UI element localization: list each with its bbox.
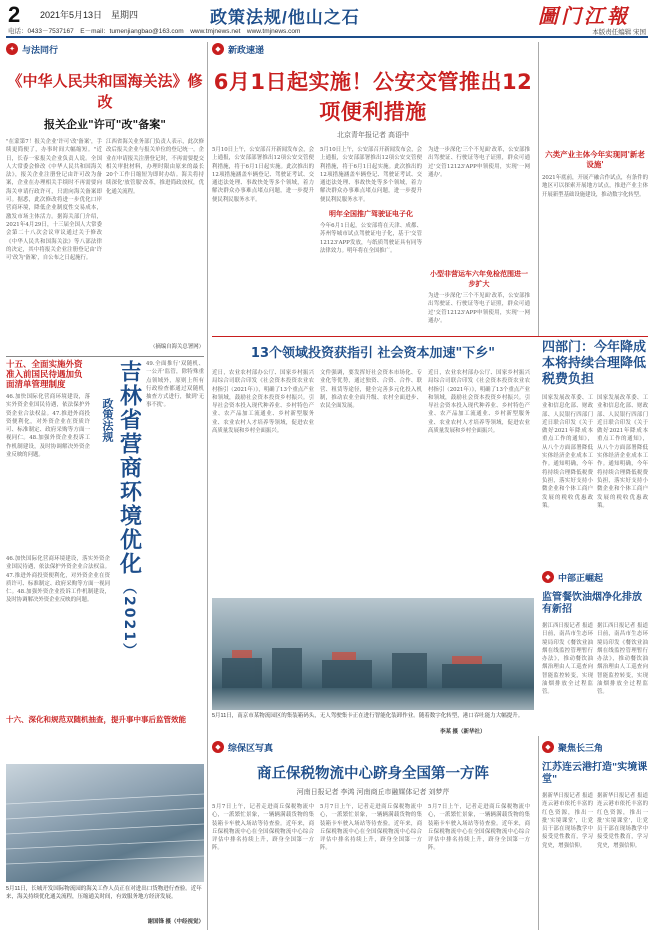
investment-body-b: 文件强调，要发挥好社会资本市场化、专业化等优势，通过独资、合资、合作、联营、租赁等途径，健全完善多元化投入机制，推动农业全面升级、农村全面进步、农民全面发展。 — [320, 370, 422, 410]
investment-headline[interactable]: 13个领域投资获指引 社会资本加速"下乡" — [250, 346, 496, 361]
yangtze-tag-label: 聚焦长三角 — [558, 742, 604, 753]
newspaper-logo: 圖门江報 — [538, 4, 630, 28]
customs-law-body: "在蒙第7！报关企业'许可'改'备案'，手续更简便了，办事时间大幅缩短。"近日，长春一家报关企业负责人说。全国人大常委会修改《中华人民共和国海关法》，报关企业注册登记由许可改为备案，企业在办理相关手续时不再需要向海关申请行政许可，只需向海关备案即可。据悉，此次修改将进一步优化口岸营商环境，降低企业制度性交易成本，激发市场主体活力。据海关部门介绍，2021年4月29日，十三届全国人大常委会第二十八次会议审议通过关于修改《中华人民共和国海关法》等八部法律的决定，其中将报关企业注册登记由'许可'改为'备案'，自公布之日起施行。 — [6, 139, 102, 262]
investment-body-c: 近日，农业农村部办公厅、国家乡村振兴局综合司联合印发《社会资本投资农业农村指引（2021年）》，明确了13个重点产业和领域，鼓励社会资本投资乡村振兴。引导社会资本投入现代种养业、乡村特色产业、农产品加工流通业、乡村新型服务业、农业农村人才培养等领域，促进农业高质量发展和乡村全面振兴。 — [428, 370, 530, 435]
new-policy-tag-label: 新政速递 — [228, 44, 265, 55]
central-tag-label: 中部正崛起 — [558, 572, 604, 583]
policy-tag: 政策法规 — [101, 398, 114, 442]
traffic-measures-headline[interactable]: 6月1日起实施！公安交管推出12项便利措施 — [213, 70, 533, 124]
port-photo-shapes — [212, 598, 534, 710]
photo-caption-mid: 5月11日，南京市某物流园区的集装箱码头，无人驾驶集卡正在进行智能化装卸作业。随着数字化转型，港口吞吐能力大幅提升。 — [212, 713, 524, 719]
lianyungang-body-b: 据新华日报记者 报道 连云港市依托丰富的红色资源，推出一批'实境课堂'，让党员干部在现场教学中接受党性教育，学习党史，增强信仰。 — [597, 793, 648, 849]
subhead-inspection: 小型非营运车六年免检范围进一步扩大 — [430, 270, 528, 288]
fume-headline[interactable]: 监管餐饮油烟净化排放有新招 — [542, 592, 642, 615]
port-photo — [212, 598, 534, 710]
tax-burden-body: 国家发展改革委、工业和信息化部、财政部、人民银行四部门近日联合印发《关于做好2021年降成本重点工作的通知》，从八个方面部署降低实体经济企业成本工作。通知明确，今年将持续合理降低税费负担，落实好支持小微企业和个体工商户发展的税收优惠政策。 — [542, 395, 593, 509]
lianyungang-body: 据新华日报记者 报道 连云港市依托丰富的红色资源，推出一批'实境课堂'，让党员干部在现场教学中接受党性教育，学习党史，增强信仰。 — [542, 793, 593, 849]
law-tag — [6, 42, 204, 56]
bonded-body: 5月7日上午，记者走进商丘保税物流中心，一派繁忙景象，一辆辆满载货物的集装箱卡车驶入场站等待查验。近年来，商丘保税物流中心在全国保税物流中心综合评估中排名持续上升，跻身全国第一方阵。 — [212, 804, 314, 852]
traffic-body-col3: 为进一步深化'三个不见面'改革，公安部推出驾驶证、行驶证等电子证照，群众可通过'交管12123'APP申领使用，实现'一网通办'。 — [428, 147, 530, 178]
right-top-body: 2021年底前，开展产融合作试点，有条件的地区可以探索开展地方试点，推进产业主体开展新型基础设施建设，推动数字化转型。 — [542, 175, 648, 198]
fume-body: 据江西日报记者 报道 日前，南昌市生态环境局印发《餐饮业油烟在线监控管理暂行办法》，推动餐饮油烟治理由人工巡查向智能监控转变，实现油烟排放全过程监管。 — [542, 623, 593, 696]
investment-body: 近日，农业农村部办公厅、国家乡村振兴局综合司联合印发《社会资本投资农业农村指引（2021年）》，明确了13个重点产业和领域，鼓励社会资本投资乡村振兴。引导社会资本投入现代种养业、乡村特色产业、农产品加工流通业、乡村新型服务业、农业农村人才培养等领域，促进农业高质量发展和乡村全面振兴。 — [212, 370, 314, 435]
subhead-license-body: 今年6月1日起，公安部将在天津、成都、苏州等城市试点驾驶证电子化，基于'交管12123'APP发放，与纸质驾驶证具有同等法律效力。明年将在全国推广。 — [320, 223, 422, 254]
section-title: 政策法规/他山之石 — [210, 8, 360, 27]
customs-law-headline[interactable]: 《中华人民共和国海关法》修改 — [7, 72, 203, 111]
subhead-inspection-body: 为进一步深化'三个不见面'改革，公安部推出驾驶证、行驶证等电子证照，群众可通过'交管12123'APP申领使用，实现'一网通办'。 — [428, 293, 530, 324]
central-icon: ◆ — [542, 571, 554, 583]
header-rule — [6, 36, 648, 38]
photo-caption-left: 5月11日，长城开发国际物流园的海关工作人员正在对进出口货物进行查验。近年来，海关持续优化通关流程，压缩通关时间，有效服务地方经济发展。 — [6, 886, 202, 900]
photo-credit-left: 谢国锋 摄（中经视觉） — [147, 919, 204, 925]
customs-law-subhead: 报关企业"许可"改"备案" — [44, 118, 166, 131]
yangtze-icon: ◆ — [542, 741, 554, 753]
traffic-body-cont: 5月10日上午，公安部召开新闻发布会，会上通报，公安部部署推出12项公安交管便利措施，将于6月1日起实施。此次推出的12项措施涵盖车辆登记、驾驶证考试、交通违法处理、事故快处等多个领域，着力解决群众办事难点堵点问题，进一步提升便民利民服务水平。 — [320, 147, 422, 203]
aquaculture-photo — [6, 764, 204, 882]
fume-body-b: 据江西日报记者 报道 日前，南昌市生态环境局印发《餐饮业油烟在线监控管理暂行办法》，推动餐饮油烟治理由人工巡查向智能监控转变，实现油烟排放全过程监管。 — [597, 623, 648, 696]
photo-lines — [6, 764, 204, 882]
left-column — [6, 42, 204, 932]
yangtze-article — [542, 740, 648, 930]
bonded-body-b: 5月7日上午，记者走进商丘保税物流中心，一派繁忙景象，一辆辆满载货物的集装箱卡车驶入场站等待查验。近年来，商丘保税物流中心在全国保税物流中心综合评估中排名持续上升，跻身全国第一方阵。 — [320, 804, 422, 852]
jilin-business-env-year: （2021） — [121, 580, 137, 659]
traffic-body: 5月10日上午，公安部召开新闻发布会，会上通报，公安部部署推出12项公安交管便利措施，将于6月1日起实施。此次推出的12项措施涵盖车辆登记、驾驶证考试、交通违法处理、事故快处等多个领域，着力解决群众办事难点堵点问题，进一步提升便民利民服务水平。 — [212, 147, 314, 203]
bonded-tag — [212, 740, 534, 754]
new-policy-tag — [212, 42, 534, 56]
bonded-source: 河南日报记者 李鸿 河南商丘市融媒体记者 刘梦芹 — [296, 789, 450, 796]
bonded-headline[interactable]: 商丘保税物流中心跻身全国第一方阵 — [257, 766, 489, 782]
article-body-15: 46.加快国际化营商环境建设，落实外资企业国民待遇，依法保护外资企业合法权益。47.推进外商投资便利化，对外资企业在资质许可、标准制定、政府采购等方面一视同仁。48.加强外资企业投诉工作机制建设，及时协调解决外资企业反映的问题。 — [6, 394, 90, 459]
yangtze-tag — [542, 740, 648, 754]
tax-burden-headline[interactable]: 四部门：今年降成本将持续合理降低税费负担 — [542, 340, 647, 387]
page-number: 2 — [8, 2, 21, 27]
responsible-editor: 本版责任编辑 宋国 — [592, 29, 646, 36]
center-divider — [212, 336, 648, 337]
law-tag-label: 与法同行 — [22, 44, 59, 55]
photo-credit-mid: 李某 摄（新华社） — [440, 729, 486, 735]
right-top-title[interactable]: 六类产业主体今年实现同'新老设施' — [545, 150, 645, 169]
jilin-article-body: 49.全面推行'双随机、一公开'监管，除特殊重点领域外，原则上所有行政检查都通过双随机抽查方式进行，做到'无事不扰'。 — [146, 361, 204, 409]
col-divider-2 — [538, 42, 539, 336]
bonded-body-c: 5月7日上午，记者走进商丘保税物流中心，一派繁忙景象，一辆辆满载货物的集装箱卡车驶入场站等待查验。近年来，商丘保税物流中心在全国保税物流中心综合评估中排名持续上升，跻身全国第一方阵。 — [428, 804, 530, 852]
bonded-zone-article — [212, 740, 534, 930]
subhead-license: 明年全国推广驾驶证电子化 — [329, 210, 413, 218]
customs-law-body-b: 江西省海关业务部门负责人表示，此次修改后报关企业与报关单位的登记统一，企业在申请报关注册登记时，不再需要提交相关审批材料，办理时限由原来的最长20个工作日缩短为即时办结。海关将持续深化'放管服'改革，推进简政放权，优化通关流程。 — [106, 139, 204, 195]
new-policy-icon: ◆ — [212, 43, 224, 55]
tax-burden-body-b: 国家发展改革委、工业和信息化部、财政部、人民银行四部门近日联合印发《关于做好2021年降成本重点工作的通知》，从八个方面部署降低实体经济企业成本工作。通知明确，今年将持续合理降低税费负担，落实好支持小微企业和个体工商户发展的税收优惠政策。 — [597, 395, 648, 509]
law-icon: ✦ — [6, 43, 18, 55]
page-header — [0, 0, 654, 38]
col-divider-1 — [207, 42, 208, 930]
issue-date: 2021年5月13日 星期四 — [40, 10, 139, 20]
contact-line: 电话：0433－7537167 E－mail：tumenjiangbao@163.com www.tmjnews.net www.tmjnews.com — [8, 28, 301, 35]
right-column — [542, 340, 648, 735]
customs-law-source: （摘编自海关总署网） — [150, 344, 204, 350]
central-tag — [542, 570, 648, 584]
article-title-16[interactable]: 十六、深化和规范双随机抽查，提升事中事后监管效能 — [6, 715, 186, 724]
divider — [6, 356, 204, 357]
article-body-15-b: 46.加快国际化营商环境建设，落实外资企业国民待遇，依法保护外资企业合法权益。47.推进外商投资便利化，对外资企业在资质许可、标准制定、政府采购等方面一视同仁。48.加强外资企业投诉工作机制建设，及时协调解决外资企业反映的问题。 — [6, 556, 110, 604]
bonded-icon: ◆ — [212, 741, 224, 753]
lianyungang-headline[interactable]: 江苏连云港打造"实境课堂" — [542, 762, 648, 785]
jilin-business-env-title[interactable]: 吉林省营商环境优化 — [116, 360, 142, 576]
bonded-tag-label: 综保区写真 — [228, 742, 274, 753]
right-top-article — [542, 150, 648, 335]
investment-article — [212, 342, 534, 597]
article-title-15[interactable]: 十五、全面实施外资准入前国民待遇加负面清单管理制度 — [6, 360, 83, 390]
traffic-source: 北京青年报记者 高语中 — [337, 132, 409, 139]
col-divider-3 — [538, 736, 539, 930]
